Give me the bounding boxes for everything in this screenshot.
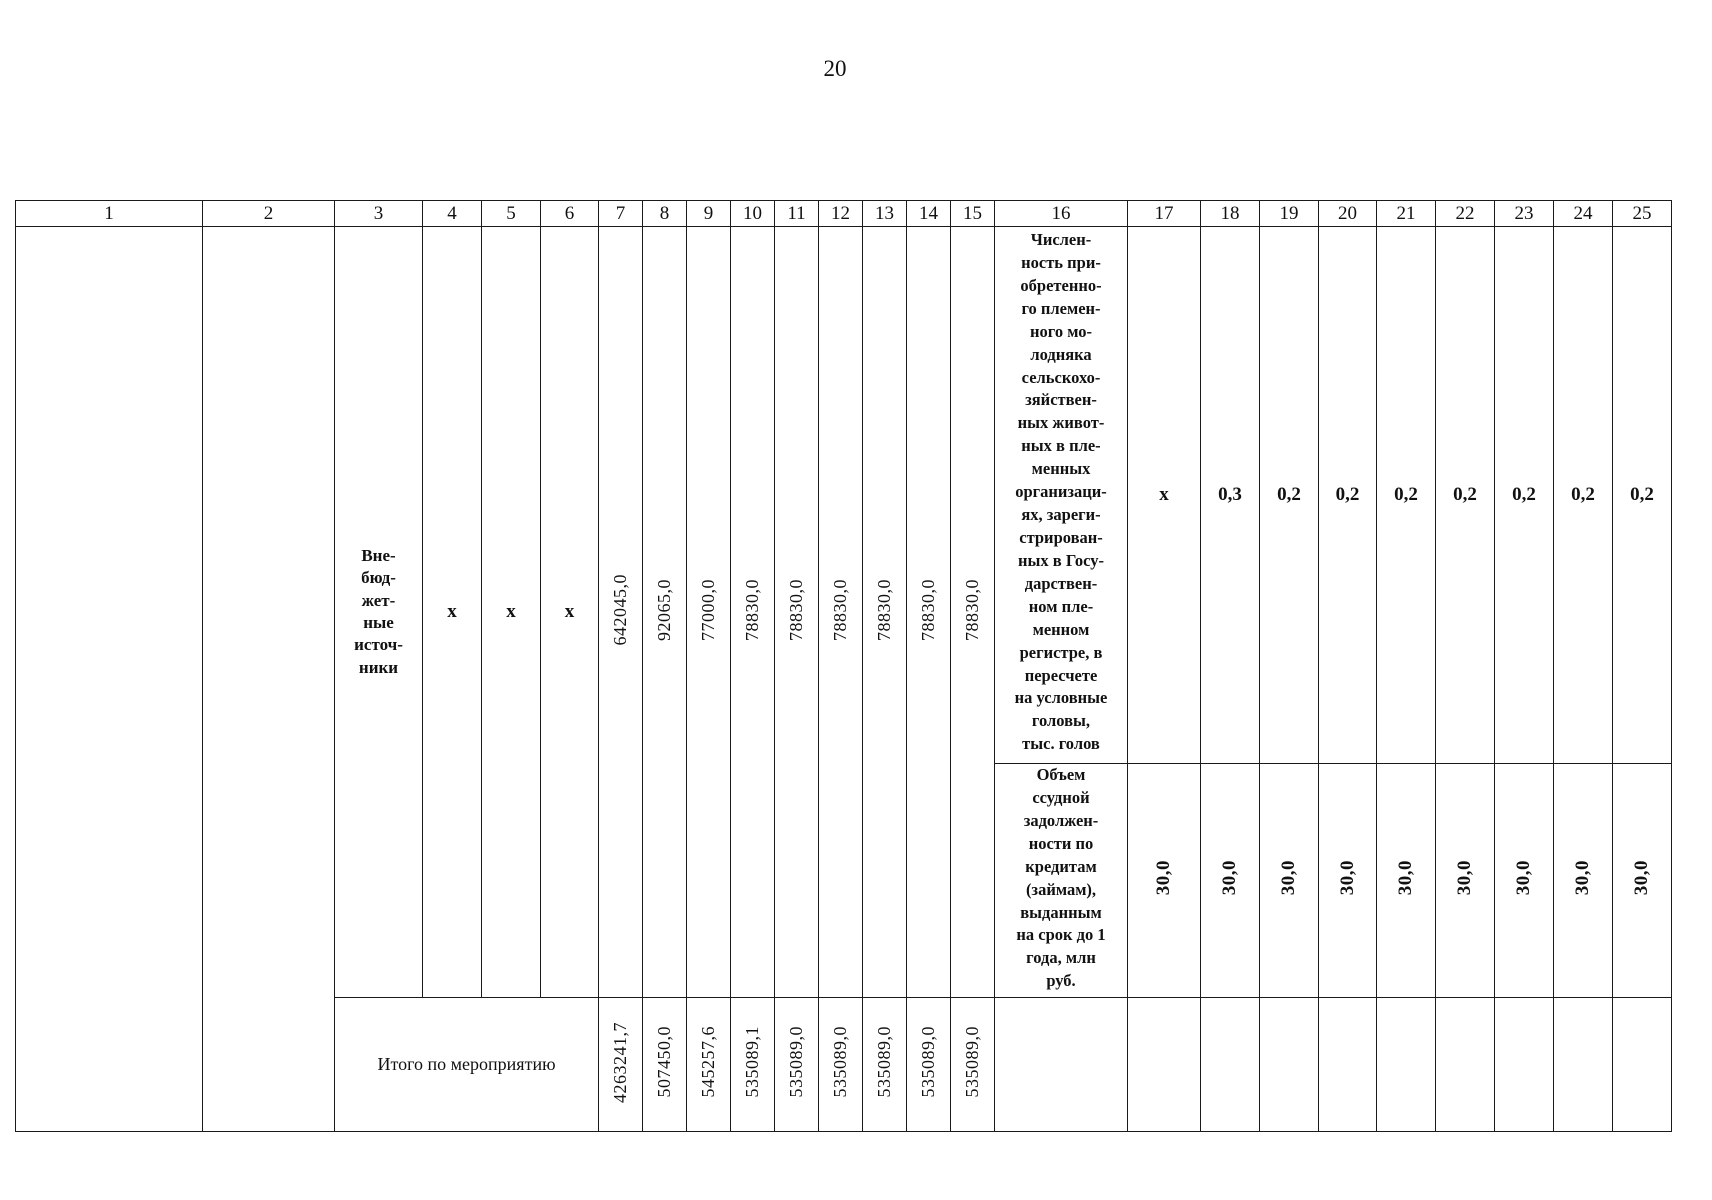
indicator-2-cell: [1319, 764, 1377, 998]
funding-amount: 92065,0: [654, 578, 674, 641]
empty-cell: [1128, 998, 1201, 1132]
amount-cell: [599, 227, 643, 998]
col-header: 15: [951, 201, 995, 227]
amount-cell: [951, 227, 995, 998]
indicator-2-text: Объем ссудной задолжен- ности по кредитам (займам), выданным на срок до 1 года, млн руб.: [1016, 765, 1106, 991]
indicator-1-value: 0,2: [1495, 227, 1554, 764]
col-header: 9: [687, 201, 731, 227]
total-amount: 535089,0: [918, 1026, 938, 1098]
funding-amount: 78830,0: [786, 578, 806, 641]
col6-value: x: [541, 227, 599, 998]
empty-cell: [1436, 998, 1495, 1132]
col-header: 22: [1436, 201, 1495, 227]
indicator-2-value: 30,0: [1336, 860, 1358, 896]
executor-cell: [203, 227, 335, 1132]
funding-amount: 77000,0: [698, 578, 718, 641]
amount-cell: [907, 227, 951, 998]
indicator-1-value: x: [1128, 227, 1201, 764]
col-header: 4: [423, 201, 482, 227]
empty-cell: [1613, 998, 1672, 1132]
col-header: 8: [643, 201, 687, 227]
empty-cell: [995, 998, 1128, 1132]
funding-row: [16, 227, 1672, 764]
indicator-1-value: 0,2: [1613, 227, 1672, 764]
indicator-2-cell: [1495, 764, 1554, 998]
indicator-2-cell: [1201, 764, 1260, 998]
funding-source-cell: [335, 227, 423, 998]
indicator-2-value: 30,0: [1153, 860, 1174, 896]
total-label: Итого по мероприятию: [335, 998, 599, 1132]
total-cell: [687, 998, 731, 1132]
total-amount: 535089,0: [962, 1026, 982, 1098]
indicator-2-cell: [1128, 764, 1201, 998]
indicator-2-cell: [1554, 764, 1613, 998]
empty-cell: [1260, 998, 1319, 1132]
total-cell: [599, 998, 643, 1132]
funding-amount: 78830,0: [918, 578, 938, 641]
column-number-row: [16, 201, 1672, 227]
program-table: [15, 200, 1672, 1132]
amount-cell: [775, 227, 819, 998]
total-cell: [907, 998, 951, 1132]
indicator-1-value: 0,3: [1201, 227, 1260, 764]
amount-cell: [687, 227, 731, 998]
indicator-1-value: 0,2: [1260, 227, 1319, 764]
col-header: 17: [1128, 201, 1201, 227]
col-header: 5: [482, 201, 541, 227]
col-header: 20: [1319, 201, 1377, 227]
col-header: 18: [1201, 201, 1260, 227]
col-header: 19: [1260, 201, 1319, 227]
col-header: 23: [1495, 201, 1554, 227]
funding-source: Вне- бюд- жет- ные источ- ники: [354, 545, 403, 677]
col-header: 21: [1377, 201, 1436, 227]
total-cell: [863, 998, 907, 1132]
indicator-2-value: 30,0: [1454, 860, 1475, 896]
col-header: 16: [995, 201, 1128, 227]
empty-cell: [1377, 998, 1436, 1132]
col-header: 2: [203, 201, 335, 227]
funding-amount: 78830,0: [874, 578, 894, 641]
funding-amount: 642045,0: [610, 573, 630, 646]
empty-cell: [1201, 998, 1260, 1132]
col-header: 1: [16, 201, 203, 227]
indicator-2-cell: [1260, 764, 1319, 998]
col-header: 7: [599, 201, 643, 227]
amount-cell: [643, 227, 687, 998]
indicator-1-value: 0,2: [1319, 227, 1377, 764]
indicator-1-value: 0,2: [1377, 227, 1436, 764]
total-cell: [775, 998, 819, 1132]
col-header: 14: [907, 201, 951, 227]
empty-cell: [1554, 998, 1613, 1132]
col-header: 24: [1554, 201, 1613, 227]
col-header: 13: [863, 201, 907, 227]
indicator-2-value: 30,0: [1278, 860, 1299, 896]
indicator-2-value: 30,0: [1572, 860, 1593, 896]
empty-cell: [1319, 998, 1377, 1132]
total-cell: [951, 998, 995, 1132]
indicator-2-cell: [1436, 764, 1495, 998]
indicator-2-value: 30,0: [1395, 860, 1416, 896]
total-amount: 507450,0: [654, 1026, 674, 1098]
indicator-2-value: 30,0: [1631, 860, 1652, 896]
measure-name-cell: [16, 227, 203, 1132]
indicator-2-value: 30,0: [1513, 860, 1534, 896]
total-amount: 535089,0: [786, 1026, 806, 1098]
funding-amount: 78830,0: [962, 578, 982, 641]
total-amount: 535089,0: [830, 1026, 850, 1098]
total-amount: 535089,0: [874, 1026, 894, 1098]
total-amount: 4263241,7: [610, 1021, 630, 1103]
col4-value: x: [423, 227, 482, 998]
amount-cell: [731, 227, 775, 998]
indicator-2-cell: [1613, 764, 1672, 998]
indicator-2-cell: [1377, 764, 1436, 998]
col-header: 11: [775, 201, 819, 227]
indicator-1-text: Числен- ность при- обретенно- го племен- ного мо- лодняка сельскохо- зяйствен- ных живот- ных в пле- менных организаци- ях, зареги- стрирован- ных в Госу- дарствен- ном пле- менном регистре, в пересчете на условные головы, тыс. голов: [1014, 230, 1108, 754]
amount-cell: [863, 227, 907, 998]
total-amount: 545257,6: [698, 1026, 718, 1098]
indicator-1-cell: [995, 227, 1128, 764]
col-header: 12: [819, 201, 863, 227]
indicator-1-value: 0,2: [1436, 227, 1495, 764]
indicator-2-cell: [995, 764, 1128, 998]
total-cell: [731, 998, 775, 1132]
amount-cell: [819, 227, 863, 998]
col-header: 6: [541, 201, 599, 227]
funding-amount: 78830,0: [742, 578, 762, 641]
col-header: 25: [1613, 201, 1672, 227]
col-header: 10: [731, 201, 775, 227]
empty-cell: [1495, 998, 1554, 1132]
col-header: 3: [335, 201, 423, 227]
indicator-2-value: 30,0: [1219, 860, 1240, 896]
page-number: 20: [823, 56, 847, 81]
indicator-1-value: 0,2: [1554, 227, 1613, 764]
total-cell: [643, 998, 687, 1132]
total-cell: [819, 998, 863, 1132]
total-amount: 535089,1: [742, 1026, 762, 1098]
funding-amount: 78830,0: [830, 578, 850, 641]
col5-value: x: [482, 227, 541, 998]
